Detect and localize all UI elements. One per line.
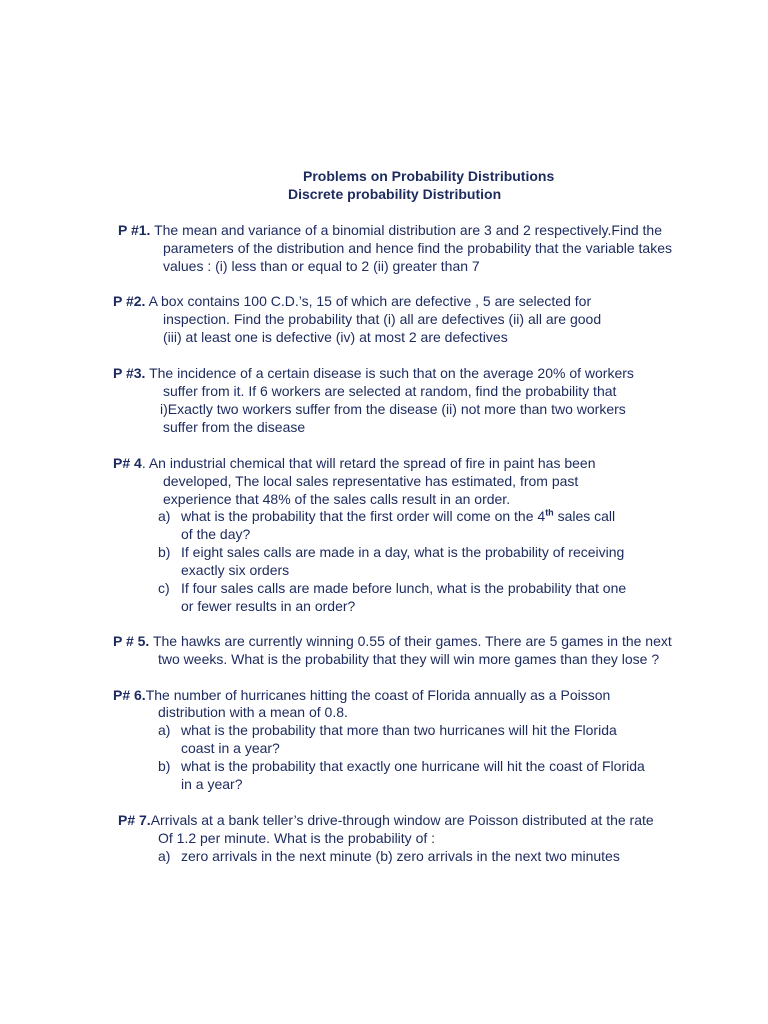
list-item-text: sales call [553,508,616,524]
problem-label: P #3. [113,365,146,381]
list-item-continuation: coast in a year? [181,740,280,756]
problem-text: parameters of the distribution and hence find the probability that the variable takes [163,240,672,256]
problem-text: distribution with a mean of 0.8. [158,704,348,720]
list-item-text: what is the probability that more than two hurricanes will hit the Florida [181,722,617,738]
problem-text: Of 1.2 per minute. What is the probability of : [158,830,436,846]
list-item-text: what is the probability that exactly one hurricane will hit the coast of Florida [181,758,645,774]
problem-text: two weeks. What is the probability that they will win more games than they lose ? [158,651,660,667]
list-item-continuation: in a year? [181,776,243,792]
problem-text: suffer from it. If 6 workers are selected at random, find the probability that [163,383,617,399]
problem-label: P # 5. [113,633,150,649]
list-marker: b) [158,758,171,774]
list-item [158,507,170,525]
problem-label: P #1. [118,222,151,238]
problem-text: (iii) at least one is defective (iv) at most 2 are defectives [163,329,508,345]
problem-text: values : (i) less than or equal to 2 (ii) greater than 7 [163,258,480,274]
problem-text: The mean and variance of a binomial distribution are 3 and 2 respectively.Find the [154,222,662,238]
problem-label: P# 4 [113,455,142,471]
list-item-text: If eight sales calls are made in a day, what is the probability of receiving [181,544,625,560]
list-marker: a) [158,848,171,864]
problem-label: P #2. [113,293,146,309]
list-item-text: zero arrivals in the next minute (b) zero arrivals in the next two minutes [181,848,620,864]
page-subtitle: Discrete probability Distribution [288,186,502,202]
problem-label: P# 6. [113,687,146,703]
problem-text: Arrivals at a bank teller’s drive-through window are Poisson distributed at the rate [150,812,654,828]
list-item-continuation: or fewer results in an order? [181,598,356,614]
problem-text: developed, The local sales representative has estimated, from past [163,473,579,489]
problem-text: i)Exactly two workers suffer from the disease (ii) not more than two workers [160,401,626,417]
list-item-continuation: of the day? [181,526,251,542]
list-marker: a) [158,722,171,738]
list-item-text: what is the probability that the first order will come on the 4 [181,508,546,524]
problem-text: inspection. Find the probability that (i) all are defectives (ii) all are good [163,311,602,327]
problem-label: P# 7. [118,812,151,828]
problem-text: . An industrial chemical that will retard the spread of fire in paint has been [141,455,596,471]
problem-text: suffer from the disease [163,419,306,435]
list-marker: a) [158,508,171,524]
problem-text: experience that 48% of the sales calls result in an order. [163,491,511,507]
problem-text: A box contains 100 C.D.’s, 15 of which are defective , 5 are selected for [148,293,592,309]
problem-text: The incidence of a certain disease is such that on the average 20% of workers [149,365,634,381]
list-marker: c) [158,580,170,596]
list-item-text: If four sales calls are made before lunch, what is the probability that one [181,580,627,596]
superscript: th [545,507,554,518]
list-marker: b) [158,544,171,560]
page-title: Problems on Probability Distributions [303,168,555,184]
problem-text: The hawks are currently winning 0.55 of their games. There are 5 games in the next [152,633,672,649]
problem-text: The number of hurricanes hitting the coast of Florida annually as a Poisson [145,687,611,703]
list-item-continuation: exactly six orders [181,562,290,578]
